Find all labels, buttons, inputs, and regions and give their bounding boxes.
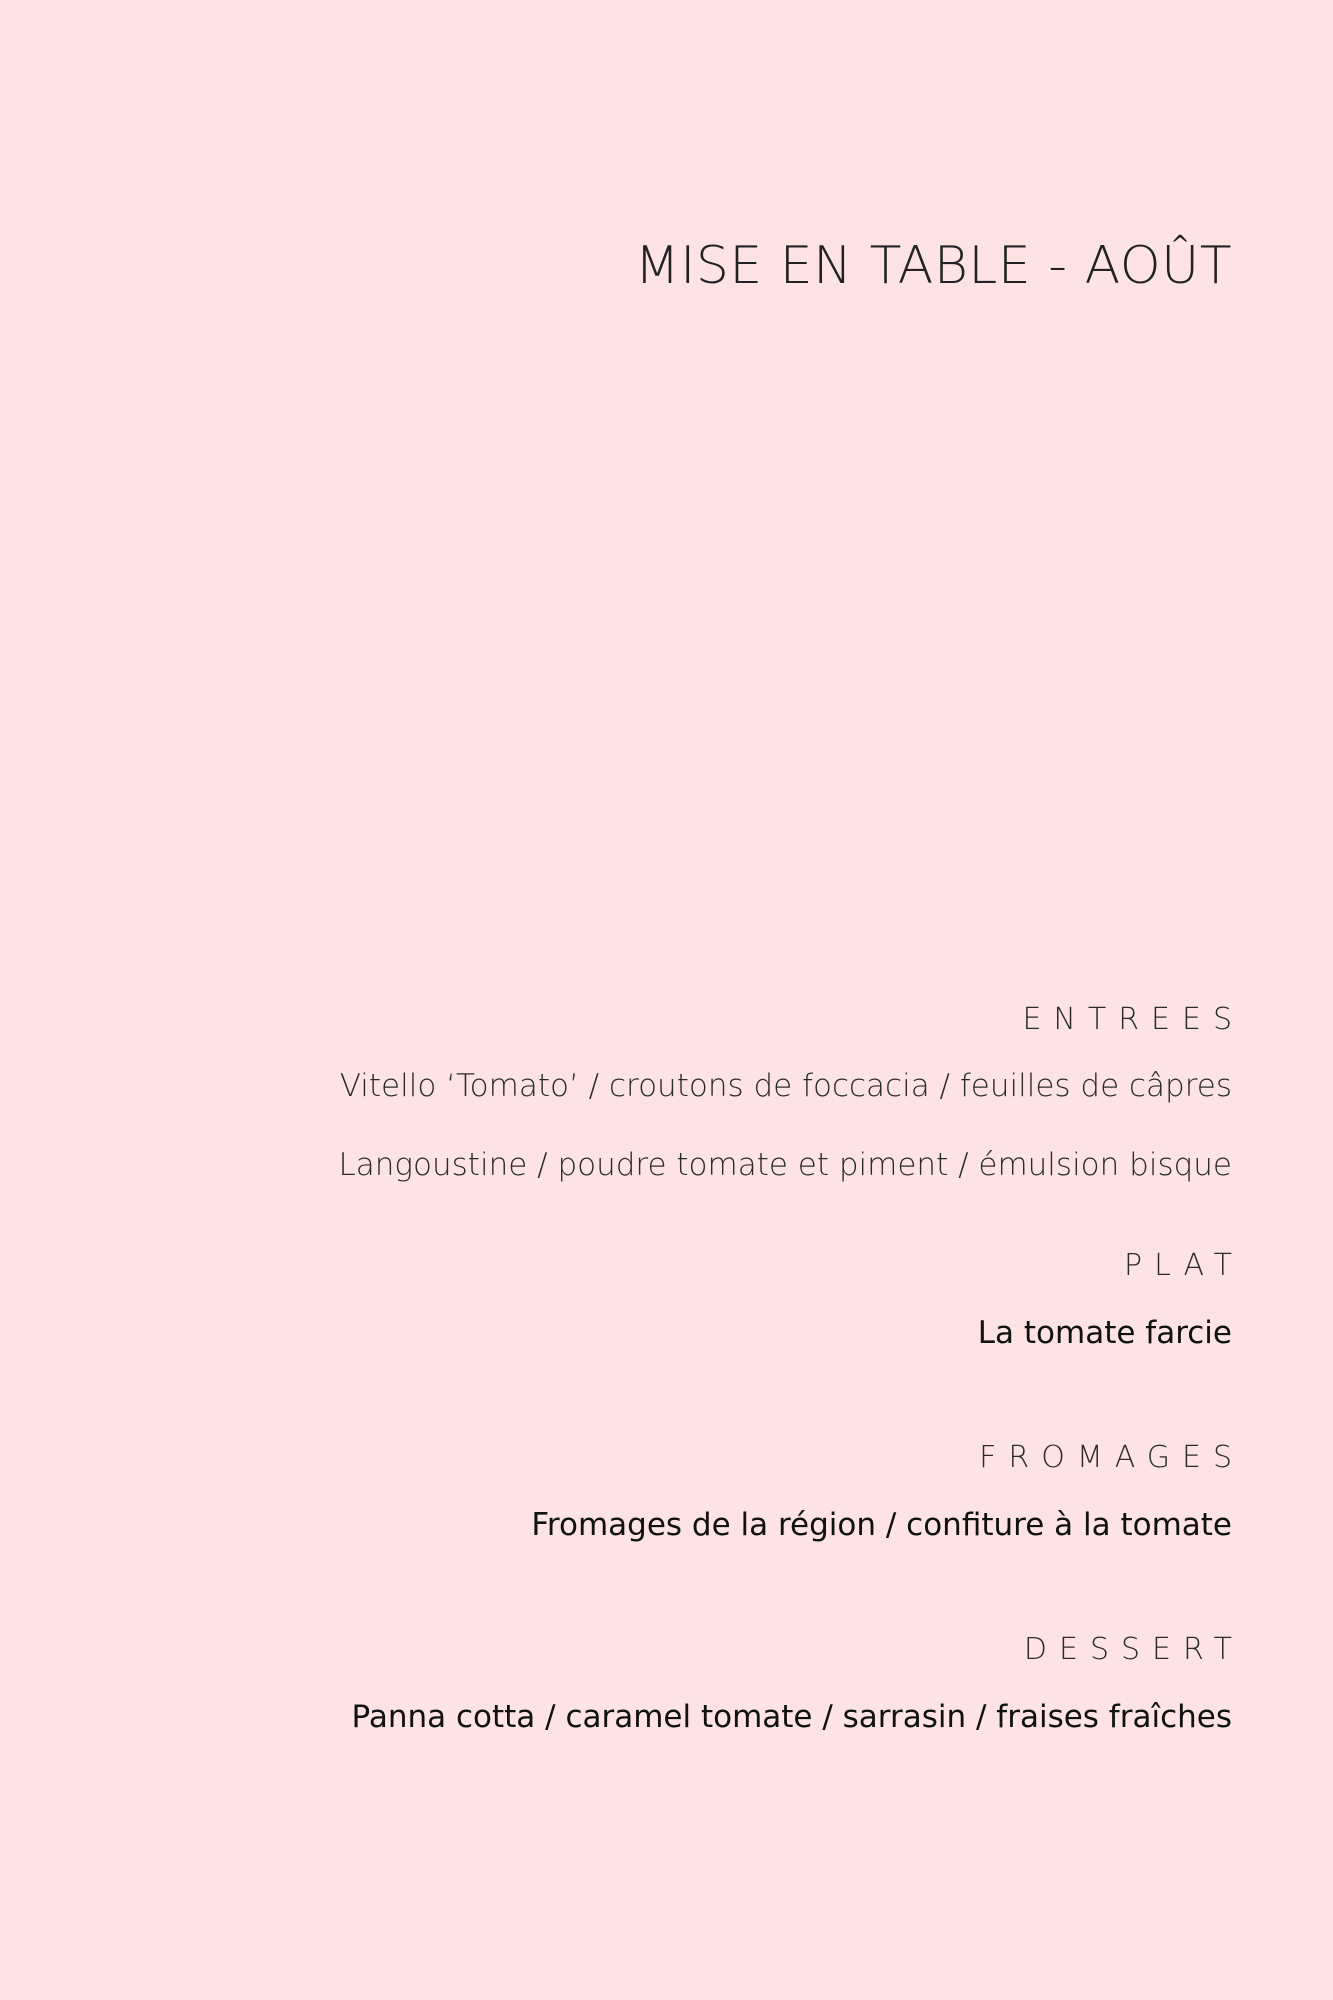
section-entrees bbox=[132, 998, 1244, 1185]
section-heading-plat: PLAT bbox=[1123, 1248, 1244, 1283]
section-plat bbox=[132, 1244, 1244, 1353]
dish-item: Langoustine / poudre tomate et piment / émulsion bisque bbox=[338, 1147, 1232, 1183]
section-heading-fromages: FROMAGES bbox=[979, 1440, 1244, 1475]
section-fromages bbox=[132, 1436, 1244, 1545]
menu-list bbox=[132, 998, 1244, 1737]
dish-item: Panna cotta / caramel tomate / sarrasin / fraises fraîches bbox=[351, 1699, 1232, 1735]
page-title: MISE EN TABLE - AOÛT bbox=[634, 236, 1232, 296]
section-dessert bbox=[132, 1628, 1244, 1737]
section-heading-entrees: ENTREES bbox=[1022, 1002, 1244, 1037]
section-heading-dessert: DESSERT bbox=[1023, 1632, 1244, 1667]
dish-item: La tomate farcie bbox=[977, 1315, 1232, 1351]
dish-item: Vitello ‘Tomato’ / croutons de foccacia / feuilles de câpres bbox=[339, 1068, 1232, 1104]
dish-item: Fromages de la région / confiture à la tomate bbox=[531, 1507, 1232, 1543]
